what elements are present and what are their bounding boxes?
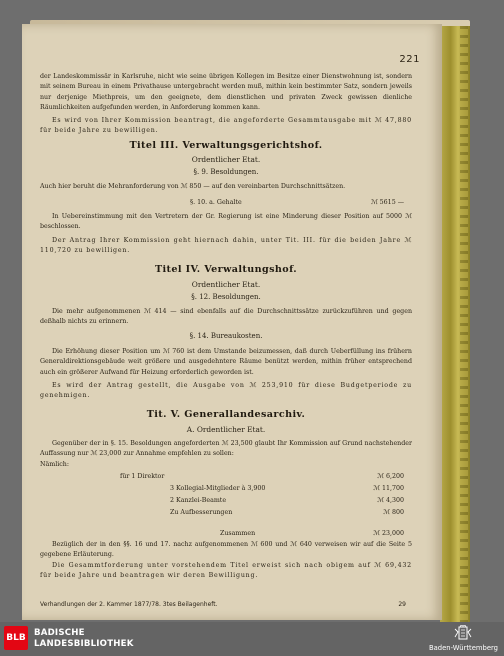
- footer-left: Verhandlungen der 2. Kammer 1877/78. 3tes Beilagenheft.: [40, 601, 218, 608]
- table-row: [40, 508, 412, 518]
- table-row: [40, 472, 412, 482]
- title-iii-antrag: Der Antrag Ihrer Kommission geht hiernach dahin, unter Tit. III. für die beiden Jahre ℳ 110,720 zu bewilligen.: [40, 237, 412, 255]
- library-name-line-2: LANDESBIBLIOTHEK: [34, 639, 134, 649]
- spine-bands: [460, 26, 468, 622]
- title-iii-gehalt-row: [40, 198, 412, 208]
- table-total-label: Zusammen: [220, 530, 256, 537]
- table-row-amount: ℳ 6,200: [377, 473, 404, 480]
- title-iv-antrag: Es wird der Antrag gestellt, die Ausgabe von ℳ 253,910 für diese Budgetperiode zu genehmigen.: [40, 382, 412, 400]
- blb-logo-icon: BLB: [4, 626, 28, 650]
- paragraph-intro: der Landeskommissär in Karlsruhe, nicht wie seine übrigen Kollegen im Besitze einer Dienstwohnung ist, sondern mit seinem Bureau in einem Privathause untergebracht werden muß, mithin kein bestimmter Satz, sondern jeweils nur derjenige Miethpreis, um den geeignete, dem dienstlichen und privaten Zweck gewissen dienliche Räumlichkeiten aufgefunden werden, in Anforderung kommen kann.: [40, 73, 412, 112]
- title-iv-subtitle: Ordentlicher Etat.: [191, 280, 261, 289]
- table-row-label: 3 Kollegial-Mitglieder à 3,900: [170, 485, 266, 492]
- gehalt-label: §. 10. a. Gehalte: [190, 199, 242, 206]
- page-content: [40, 24, 428, 620]
- state-crest-icon: [452, 625, 474, 643]
- state-name: Baden-Württemberg: [428, 644, 498, 652]
- title-iii: Titel III. Verwaltungsgerichtshof.: [129, 140, 323, 151]
- library-name-line-1: BADISCHE: [34, 628, 85, 638]
- title-v-antrag: Die Gesammtforderung unter vorstehendem Titel erweist sich nach obigem auf ℳ 69,432 für beide Jahre und beantragen wir deren Bewilligung.: [40, 562, 412, 580]
- page-footer: [40, 601, 412, 608]
- title-v: Tit. V. Generallandesarchiv.: [146, 409, 306, 420]
- table-row-amount: ℳ 800: [383, 509, 404, 516]
- table-row-label: Zu Aufbesserungen: [170, 509, 233, 516]
- table-row-label: für 1 Direktor: [120, 473, 165, 480]
- scanned-page: [22, 24, 442, 620]
- table-total-row: [40, 529, 412, 539]
- table-row: [40, 496, 412, 506]
- title-v-naemlich: Nämlich:: [40, 461, 69, 468]
- title-iv-bureaukosten-text: Die Erhöhung dieser Position um ℳ 760 ist dem Umstande beizumessen, daß durch Ueberfüllung ins frühern Generaldirektionsgebäude weit größere und ausgedehntere Räume benützt werden, mithin früher entsprechend auch ein größerer Aufwand für Heizung erforderlich geworden ist.: [40, 348, 412, 376]
- title-iii-paragraph: §. 9. Besoldungen.: [193, 168, 259, 176]
- title-iii-subtitle: Ordentlicher Etat.: [191, 155, 261, 164]
- page-number: 221: [399, 54, 420, 65]
- table-row-amount: ℳ 4,300: [377, 497, 404, 504]
- title-iii-text: In Uebereinstimmung mit den Vertretern der Gr. Regierung ist eine Minderung dieser Position auf 5000 ℳ beschlossen.: [40, 213, 412, 231]
- title-iv-paragraph-2: §. 14. Bureaukosten.: [189, 332, 263, 340]
- title-v-bezug: Bezüglich der in den §§. 16 und 17. nachz aufgenommenen ℳ 600 und ℳ 640 verweisen wir auf die Seite 5 gegebene Erläuterung.: [40, 541, 412, 559]
- title-iv-paragraph: §. 12. Besoldungen.: [191, 293, 261, 301]
- table-row-label: 2 Kanzlei-Beamte: [170, 497, 227, 504]
- gehalt-amount: ℳ 5615 —: [370, 199, 404, 206]
- library-name: [34, 628, 134, 650]
- title-iv-text: Die mehr aufgenommenen ℳ 414 — sind ebenfalls auf die Durchschnittssätze zurückzuführen und gegen deßhalb nichts zu erinnern.: [40, 308, 412, 326]
- footer-right: 29: [398, 601, 406, 608]
- title-v-text: Gegenüber der in §. 15. Besoldungen angeforderten ℳ 23,500 glaubt Ihr Kommission auf Grund nachstehender Auffassung nur ℳ 23,000 zur Annahme empfehlen zu sollen:: [40, 440, 412, 458]
- library-banner: [0, 622, 504, 656]
- table-total-amount: ℳ 23,000: [373, 530, 404, 537]
- table-row-amount: ℳ 11,700: [373, 485, 404, 492]
- title-iv: Titel IV. Verwaltungshof.: [154, 264, 298, 275]
- title-iii-line: Auch hier beruht die Mehranforderung von ℳ 850 — auf den vereinbarten Durchschnittsätzen.: [40, 183, 346, 190]
- paragraph-antrag-1: Es wird von Ihrer Kommission beantragt, die angeforderte Gesammtausgabe mit ℳ 47,880 für beide Jahre zu bewilligen.: [40, 117, 412, 135]
- table-row: [40, 484, 412, 494]
- title-v-subtitle: A. Ordentlicher Etat.: [186, 425, 266, 434]
